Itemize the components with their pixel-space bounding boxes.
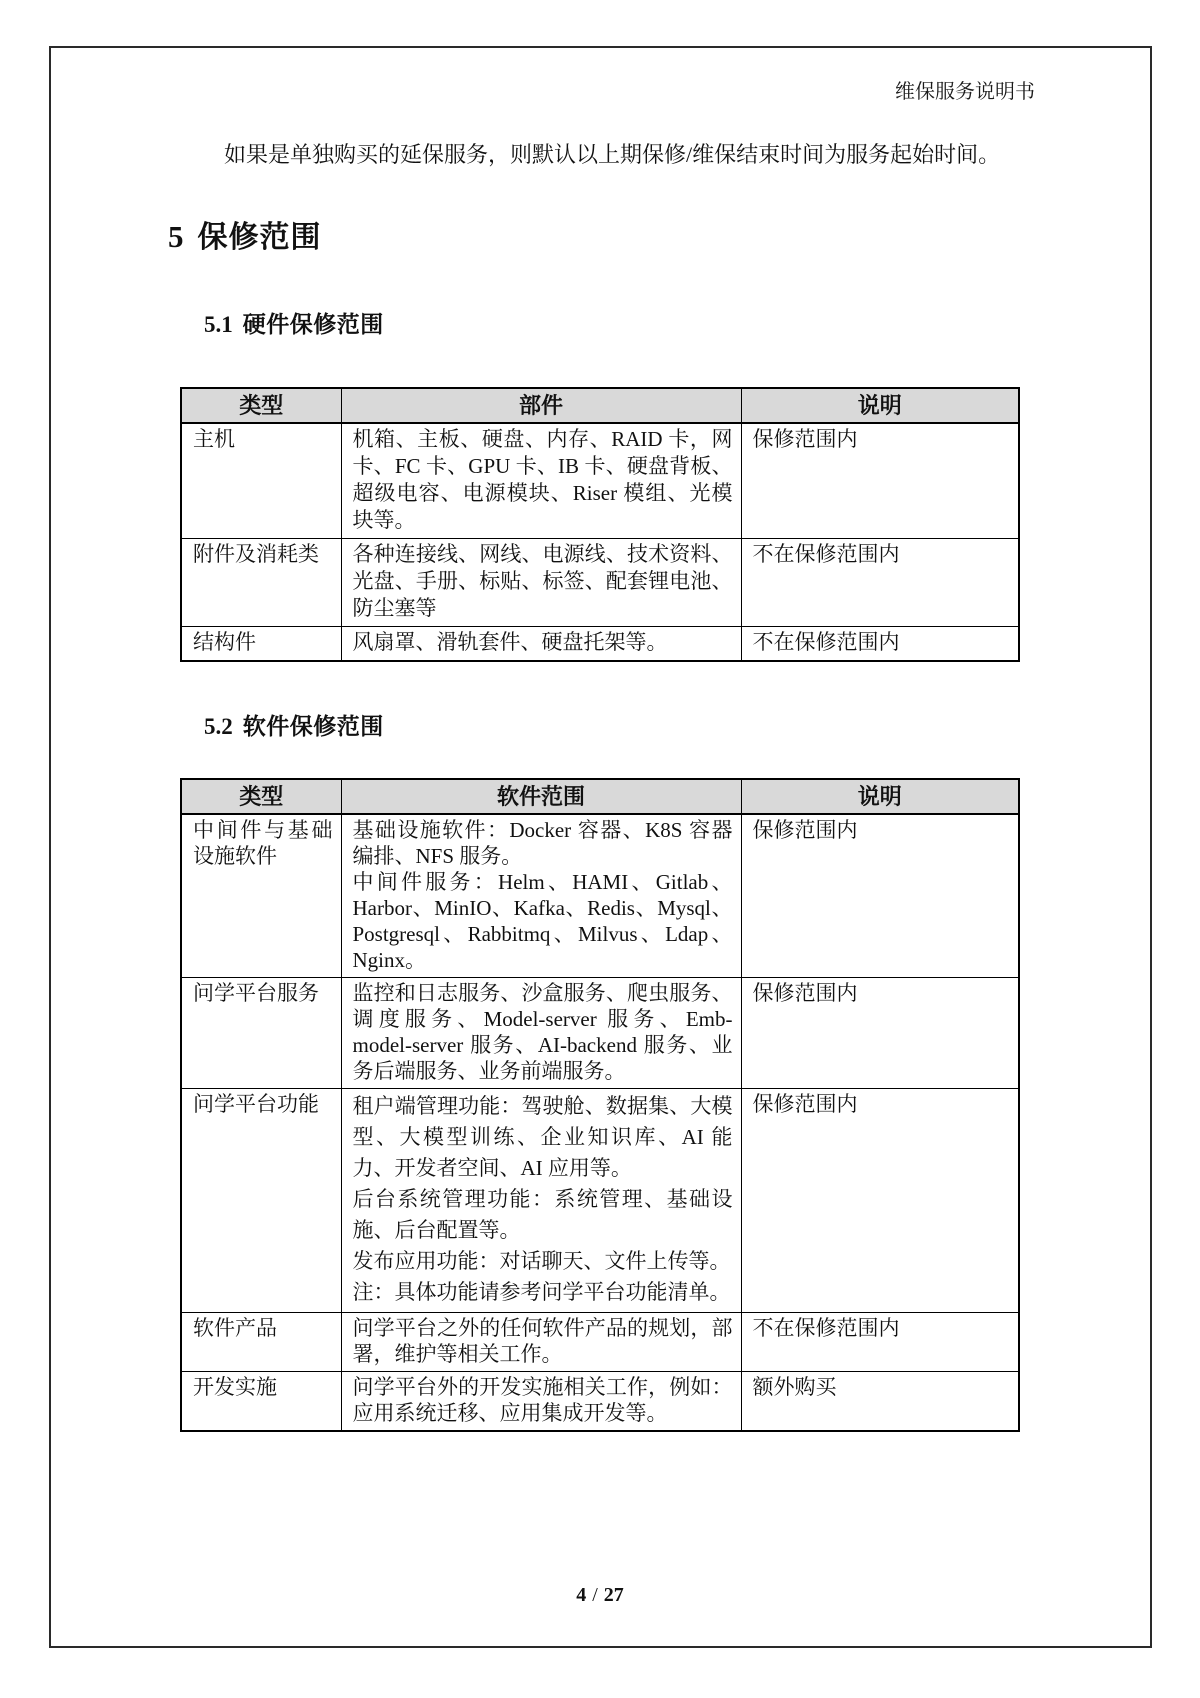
section-title: 保修范围 <box>197 221 322 254</box>
cell-note: 保修范围内 <box>741 1089 1019 1313</box>
document-header-title: 维保服务说明书 <box>895 81 1035 103</box>
cell-type: 问学平台功能 <box>181 1089 341 1313</box>
software-warranty-table <box>180 778 1020 1432</box>
cell-type: 附件及消耗类 <box>181 539 341 627</box>
cell-scope: 问学平台外的开发实施相关工作，例如：应用系统迁移、应用集成开发等。 <box>341 1372 741 1432</box>
hardware-warranty-table <box>180 387 1020 662</box>
cell-type: 软件产品 <box>181 1313 341 1372</box>
cell-type: 开发实施 <box>181 1372 341 1432</box>
page-number-total: 27 <box>603 1584 624 1606</box>
cell-note: 保修范围内 <box>741 423 1019 539</box>
column-header: 类型 <box>181 779 341 814</box>
subsection-heading-software <box>204 708 384 741</box>
subsection-number: 5.2 <box>204 714 233 739</box>
table-row <box>181 814 1019 978</box>
column-header: 说明 <box>741 388 1019 423</box>
cell-scope: 机箱、主板、硬盘、内存、RAID 卡，网卡、FC 卡、GPU 卡、IB 卡、硬盘背板、超级电容、电源模块、Riser 模组、光模块等。 <box>341 423 741 539</box>
page-number-separator: / <box>592 1584 598 1606</box>
cell-scope: 各种连接线、网线、电源线、技术资料、光盘、手册、标贴、标签、配套锂电池、防尘塞等 <box>341 539 741 627</box>
subsection-number: 5.1 <box>204 312 233 337</box>
cell-note: 保修范围内 <box>741 814 1019 978</box>
column-header: 软件范围 <box>341 779 741 814</box>
table-row <box>181 1089 1019 1313</box>
cell-type: 中间件与基础设施软件 <box>181 814 341 978</box>
cell-scope: 租户端管理功能：驾驶舱、数据集、大模型、大模型训练、企业知识库、AI 能力、开发者空间、AI 应用等。 后台系统管理功能：系统管理、基础设施、后台配置等。 发布应用功能：对话聊天、文件上传等。 注：具体功能请参考问学平台功能清单。 <box>341 1089 741 1313</box>
table-row <box>181 978 1019 1089</box>
intro-paragraph: 如果是单独购买的延保服务，则默认以上期保修/维保结束时间为服务起始时间。 <box>224 142 1001 167</box>
cell-note: 不在保修范围内 <box>741 1313 1019 1372</box>
cell-scope: 问学平台之外的任何软件产品的规划，部署，维护等相关工作。 <box>341 1313 741 1372</box>
cell-note: 不在保修范围内 <box>741 627 1019 662</box>
section-number: 5 <box>168 219 184 254</box>
cell-note: 额外购买 <box>741 1372 1019 1432</box>
table-row <box>181 1372 1019 1432</box>
table-row <box>181 1313 1019 1372</box>
page-number-current: 4 <box>576 1584 587 1606</box>
page-number <box>0 1584 1200 1607</box>
cell-note: 保修范围内 <box>741 978 1019 1089</box>
column-header: 类型 <box>181 388 341 423</box>
table-row <box>181 627 1019 662</box>
subsection-title: 软件保修范围 <box>242 713 384 739</box>
section-heading <box>168 212 322 256</box>
cell-scope: 监控和日志服务、沙盒服务、爬虫服务、调度服务、Model-server 服务、Emb-model-server 服务、AI-backend 服务、业务后端服务、业务前端服务。 <box>341 978 741 1089</box>
cell-note: 不在保修范围内 <box>741 539 1019 627</box>
table-row <box>181 539 1019 627</box>
column-header: 说明 <box>741 779 1019 814</box>
cell-scope: 基础设施软件：Docker 容器、K8S 容器编排、NFS 服务。 中间件服务：Helm、HAMI、Gitlab、Harbor、MinIO、Kafka、Redis、Mysql、Postgresql、Rabbitmq、Milvus、Ldap、Nginx。 <box>341 814 741 978</box>
cell-type: 主机 <box>181 423 341 539</box>
column-header: 部件 <box>341 388 741 423</box>
cell-type: 结构件 <box>181 627 341 662</box>
table-row <box>181 423 1019 539</box>
subsection-heading-hardware <box>204 306 384 339</box>
cell-type: 问学平台服务 <box>181 978 341 1089</box>
cell-scope: 风扇罩、滑轨套件、硬盘托架等。 <box>341 627 741 662</box>
subsection-title: 硬件保修范围 <box>242 311 384 337</box>
